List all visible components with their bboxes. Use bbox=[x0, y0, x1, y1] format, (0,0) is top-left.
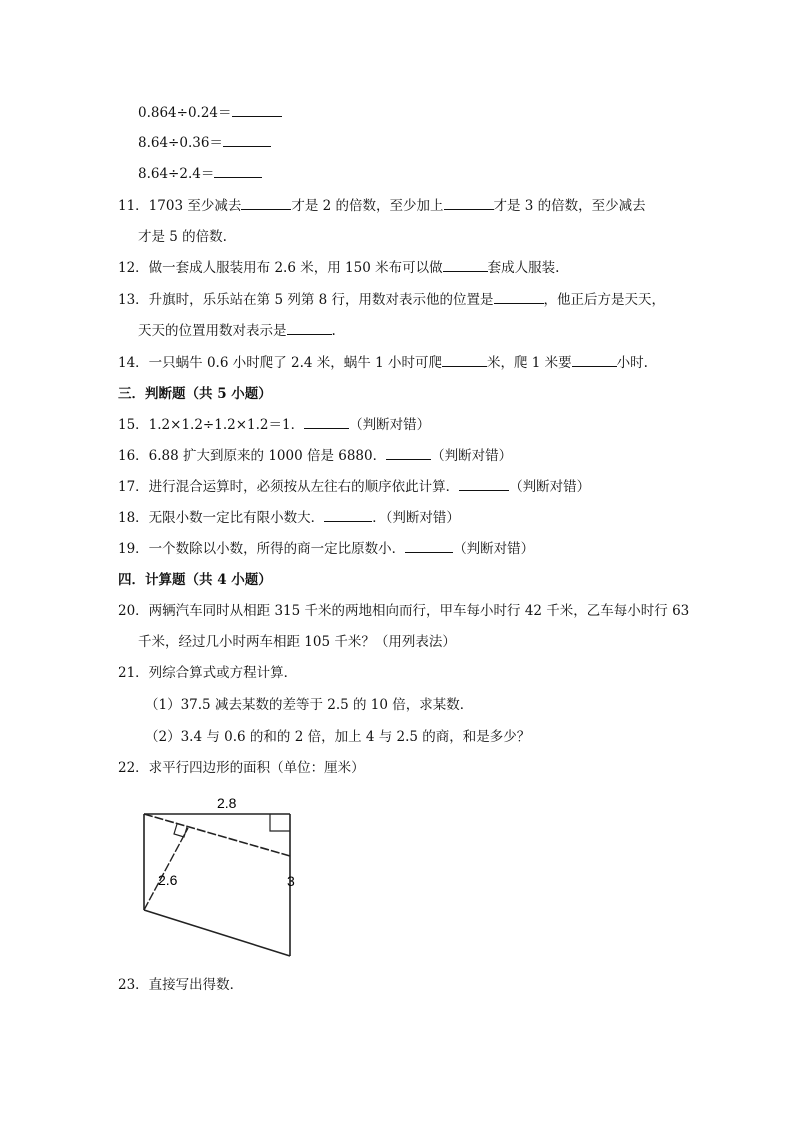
answer-blank[interactable] bbox=[405, 540, 453, 553]
label-right: 3 bbox=[287, 873, 295, 889]
answer-blank[interactable] bbox=[443, 259, 488, 272]
answer-blank[interactable] bbox=[572, 354, 617, 367]
q18: 18．无限小数一定比有限小数大． ．（判断对错） bbox=[118, 510, 460, 526]
q23-line1: 23．直接写出得数． bbox=[118, 977, 244, 993]
q12: 12．做一套成人服装用布 2.6 米，用 150 米布可以做 套成人服装. bbox=[118, 260, 560, 276]
height-line bbox=[144, 828, 188, 910]
label-top: 2.8 bbox=[217, 795, 237, 811]
q11-line1: 11．1703 至少减去 才是 2 的倍数，至少加上 才是 3 的倍数，至少减去 bbox=[118, 198, 646, 214]
q10-line2: 8.64÷0.36＝ bbox=[138, 134, 271, 152]
q22-line1: 22．求平行四边形的面积（单位：厘米） bbox=[118, 760, 365, 776]
q11-line2: 才是 5 的倍数. bbox=[138, 229, 227, 245]
right-angle-mark-corner bbox=[270, 814, 290, 831]
q10-line1: 0.864÷0.24＝ bbox=[138, 104, 282, 122]
right-angle-mark bbox=[174, 824, 187, 837]
q19: 19．一个数除以小数，所得的商一定比原数小． （判断对错） bbox=[118, 541, 535, 557]
bottom-edge bbox=[144, 910, 290, 956]
q20-line1: 20．两辆汽车同时从相距 315 千米的两地相向而行，甲车每小时行 42 千米，乙车每小时行 63 bbox=[118, 603, 690, 619]
label-diagonal: 2.6 bbox=[158, 872, 178, 888]
q10-line3: 8.64÷2.4＝ bbox=[138, 165, 262, 183]
answer-blank[interactable] bbox=[214, 165, 262, 178]
q17: 17．进行混合运算时，必须按从左往右的顺序依此计算． （判断对错） bbox=[118, 479, 591, 495]
answer-blank[interactable] bbox=[287, 322, 332, 335]
answer-blank[interactable] bbox=[494, 291, 544, 304]
q14: 14．一只蜗牛 0.6 小时爬了 2.4 米，蜗牛 1 小时可爬 米，爬 1 米要 小时. bbox=[118, 355, 648, 371]
answer-blank[interactable] bbox=[442, 354, 487, 367]
answer-blank[interactable] bbox=[324, 509, 372, 522]
q21-sub1: （1）37.5 减去某数的差等于 2.5 的 10 倍，求某数． bbox=[145, 697, 474, 713]
answer-blank[interactable] bbox=[386, 447, 431, 460]
q15: 15．1.2×1.2÷1.2×1.2＝1． （判断对错） bbox=[118, 417, 431, 433]
q13-line2: 天天的位置用数对表示是 . bbox=[138, 323, 336, 339]
q21-line1: 21．列综合算式或方程计算． bbox=[118, 665, 298, 681]
answer-blank[interactable] bbox=[459, 478, 509, 491]
answer-blank[interactable] bbox=[223, 134, 271, 147]
parallelogram-figure bbox=[130, 790, 310, 965]
section-heading-calculation: 四．计算题（共 4 小题） bbox=[118, 572, 272, 588]
answer-blank[interactable] bbox=[304, 416, 349, 429]
q13-line1: 13．升旗时，乐乐站在第 5 列第 8 行，用数对表示他的位置是 ，他正后方是天天， bbox=[118, 292, 666, 308]
section-heading-judgement: 三．判断题（共 5 小题） bbox=[118, 386, 272, 402]
q21-sub2: （2）3.4 与 0.6 的和的 2 倍，加上 4 与 2.5 的商，和是多少？ bbox=[145, 729, 531, 745]
answer-blank[interactable] bbox=[232, 104, 282, 117]
answer-blank[interactable] bbox=[444, 197, 494, 210]
answer-blank[interactable] bbox=[241, 197, 291, 210]
q20-line2: 千米，经过几小时两车相距 105 千米？（用列表法） bbox=[138, 634, 456, 650]
slant-side bbox=[144, 814, 290, 856]
q16: 16．6.88 扩大到原来的 1000 倍是 6880． （判断对错） bbox=[118, 448, 513, 464]
